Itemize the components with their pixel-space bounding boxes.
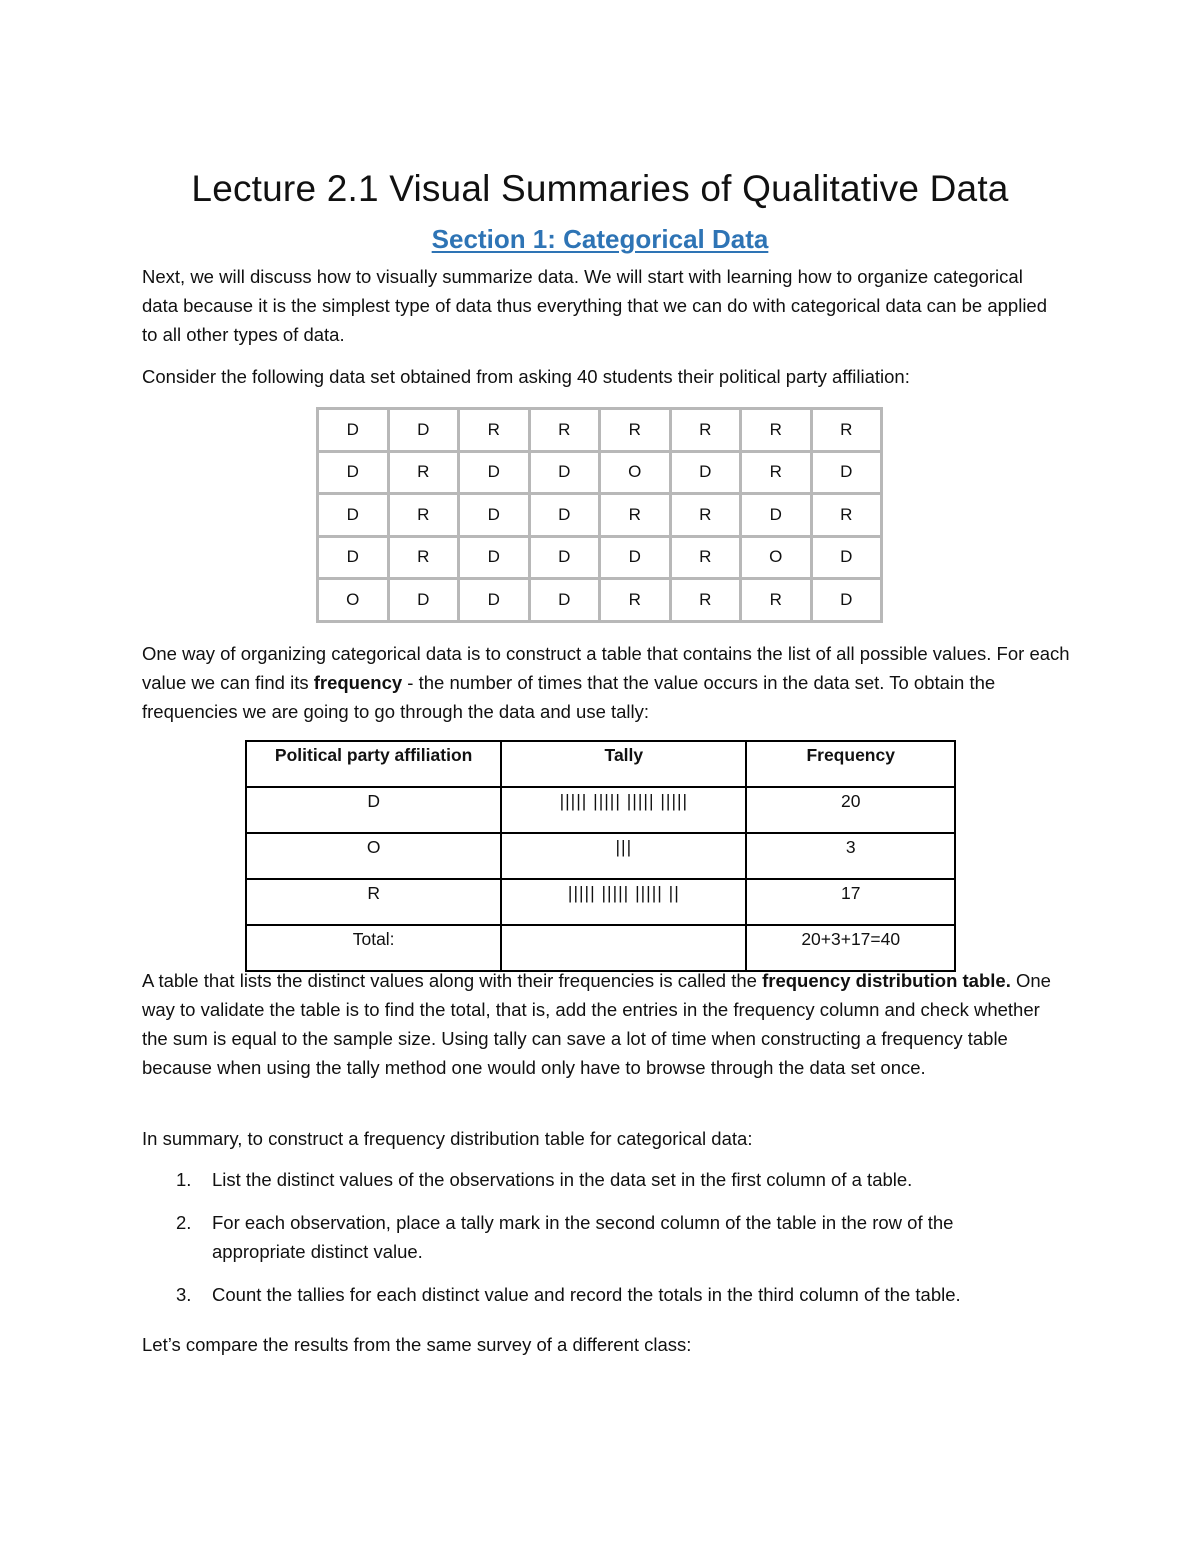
organize-text-before: One way of organizing categorical data is to construct a table that contains the list of all possible values. For each value we can find its bbox=[142, 643, 1070, 693]
tally-cell: ||||| ||||| ||||| || bbox=[501, 879, 746, 925]
tally-cell: ||| bbox=[501, 833, 746, 879]
data-cell: R bbox=[388, 494, 459, 537]
step-text: For each observation, place a tally mark in the second column of the table in the row of the appropriate distinct value. bbox=[212, 1212, 954, 1262]
frequency-table bbox=[245, 740, 956, 972]
data-cell: R bbox=[811, 409, 882, 452]
list-item bbox=[142, 1165, 1042, 1194]
data-cell: D bbox=[811, 536, 882, 579]
data-cell: R bbox=[811, 494, 882, 537]
step-number: 3. bbox=[176, 1284, 192, 1305]
data-cell: D bbox=[811, 451, 882, 494]
data-cell: D bbox=[459, 494, 530, 537]
table-row bbox=[246, 879, 955, 925]
raw-data-table bbox=[316, 407, 883, 623]
data-cell: D bbox=[741, 494, 812, 537]
data-cell: R bbox=[600, 494, 671, 537]
intro-paragraph: Next, we will discuss how to visually summarize data. We will start with learning how to organize categorical data because it is the simplest type of data thus everything that we can do with categorical data can be applied to all other types of data. bbox=[142, 266, 1048, 345]
table-row bbox=[318, 409, 882, 452]
data-cell: R bbox=[529, 409, 600, 452]
data-cell: D bbox=[459, 451, 530, 494]
data-cell: R bbox=[741, 579, 812, 622]
data-cell: R bbox=[741, 451, 812, 494]
data-cell: R bbox=[600, 579, 671, 622]
data-cell: D bbox=[318, 451, 389, 494]
table-row bbox=[318, 536, 882, 579]
data-cell: R bbox=[741, 409, 812, 452]
raw-data-table-body bbox=[318, 409, 882, 622]
total-row bbox=[246, 925, 955, 971]
data-cell: D bbox=[529, 494, 600, 537]
organize-text-after: - the number of times that the value occurs in the data set. To obtain the frequencies we are going to go through the data and use tally: bbox=[142, 672, 996, 722]
total-label: Total: bbox=[246, 925, 501, 971]
data-cell: D bbox=[811, 579, 882, 622]
data-cell: D bbox=[529, 536, 600, 579]
header-tally: Tally bbox=[501, 741, 746, 787]
step-text: Count the tallies for each distinct value and record the totals in the third column of the table. bbox=[212, 1284, 961, 1305]
organize-paragraph bbox=[142, 639, 1072, 726]
data-cell: D bbox=[318, 494, 389, 537]
affiliation-cell: D bbox=[246, 787, 501, 833]
table-row bbox=[246, 787, 955, 833]
frequency-term: frequency bbox=[313, 672, 403, 693]
fdt-term: frequency distribution table. bbox=[762, 970, 1011, 991]
frequency-cell: 20 bbox=[746, 787, 955, 833]
list-item bbox=[142, 1280, 1042, 1309]
tally-cell: ||||| ||||| ||||| ||||| bbox=[501, 787, 746, 833]
data-cell: D bbox=[388, 409, 459, 452]
data-cell: O bbox=[318, 579, 389, 622]
data-cell: R bbox=[459, 409, 530, 452]
list-item bbox=[142, 1208, 1042, 1266]
data-cell: D bbox=[459, 579, 530, 622]
summary-paragraph: In summary, to construct a frequency distribution table for categorical data: bbox=[142, 1128, 753, 1149]
compare-paragraph: Let’s compare the results from the same survey of a different class: bbox=[142, 1334, 692, 1355]
consider-paragraph: Consider the following data set obtained from asking 40 students their political party affiliation: bbox=[142, 366, 910, 387]
table-row bbox=[246, 833, 955, 879]
affiliation-cell: R bbox=[246, 879, 501, 925]
data-cell: D bbox=[529, 579, 600, 622]
section-heading bbox=[0, 224, 1200, 255]
data-cell: R bbox=[388, 451, 459, 494]
data-cell: R bbox=[670, 494, 741, 537]
data-cell: R bbox=[388, 536, 459, 579]
data-cell: R bbox=[670, 536, 741, 579]
data-cell: D bbox=[670, 451, 741, 494]
table-row bbox=[318, 451, 882, 494]
data-cell: O bbox=[600, 451, 671, 494]
step-number: 2. bbox=[176, 1212, 192, 1233]
frequency-cell: 3 bbox=[746, 833, 955, 879]
fdt-text-after: One way to validate the table is to find the total, that is, add the entries in the frequency column and check whether the sum is equal to the sample size. Using tally can save a lot of time when constructing a frequency table because when using the tally method one would only have to browse through the data set once. bbox=[142, 970, 1051, 1078]
data-cell: D bbox=[388, 579, 459, 622]
page-title: Lecture 2.1 Visual Summaries of Qualitative Data bbox=[191, 168, 1009, 209]
step-number: 1. bbox=[176, 1169, 192, 1190]
total-value: 20+3+17=40 bbox=[746, 925, 955, 971]
fdt-text-before: A table that lists the distinct values along with their frequencies is called the bbox=[142, 970, 763, 991]
section-heading-text: Section 1: Categorical Data bbox=[431, 224, 769, 254]
total-tally-cell bbox=[501, 925, 746, 971]
data-cell: D bbox=[318, 536, 389, 579]
data-cell: R bbox=[670, 409, 741, 452]
affiliation-cell: O bbox=[246, 833, 501, 879]
table-row bbox=[318, 494, 882, 537]
data-cell: D bbox=[459, 536, 530, 579]
data-cell: O bbox=[741, 536, 812, 579]
step-text: List the distinct values of the observations in the data set in the first column of a table. bbox=[212, 1169, 913, 1190]
fdt-paragraph bbox=[142, 966, 1067, 1082]
header-affiliation: Political party affiliation bbox=[246, 741, 501, 787]
header-frequency: Frequency bbox=[746, 741, 955, 787]
frequency-cell: 17 bbox=[746, 879, 955, 925]
data-cell: R bbox=[670, 579, 741, 622]
steps-list bbox=[142, 1165, 1042, 1323]
data-cell: D bbox=[529, 451, 600, 494]
frequency-table-header-row bbox=[246, 741, 955, 787]
data-cell: D bbox=[600, 536, 671, 579]
table-row bbox=[318, 579, 882, 622]
data-cell: R bbox=[600, 409, 671, 452]
data-cell: D bbox=[318, 409, 389, 452]
